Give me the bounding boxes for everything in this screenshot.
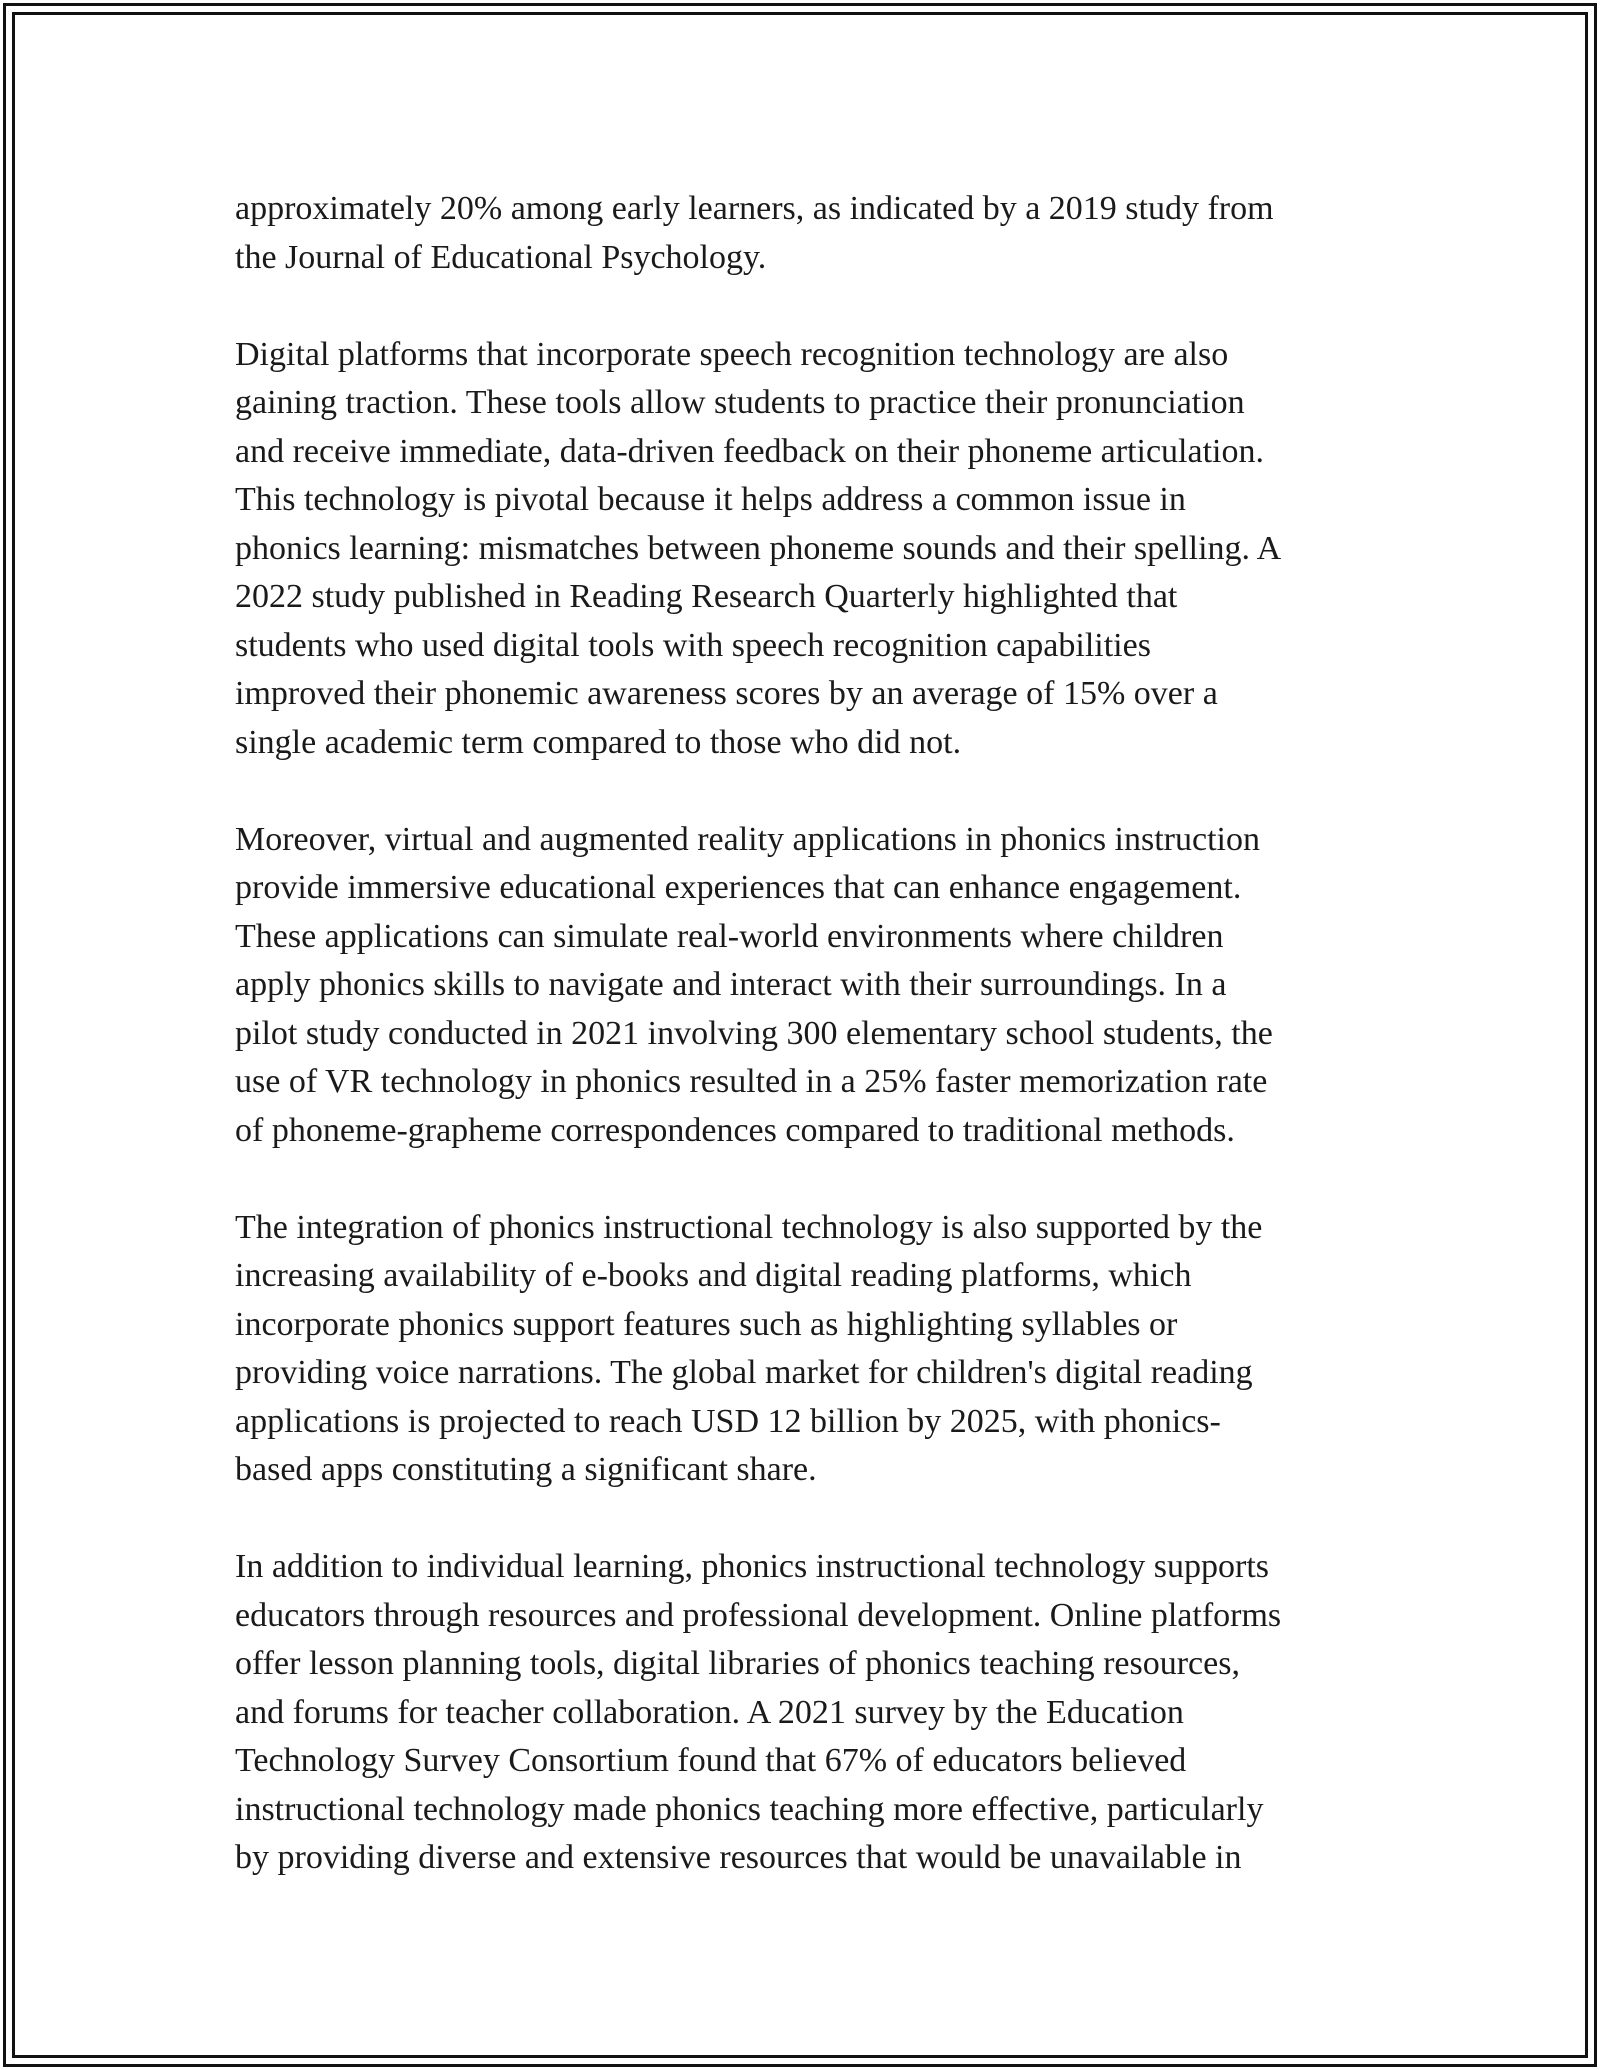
document-body: [235, 185, 1375, 1931]
paragraph-1: approximately 20% among early learners, as indicated by a 2019 study from the Journal of Educational Psychology.: [235, 190, 1274, 276]
paragraph-2: Digital platforms that incorporate speech recognition technology are also gaining traction. These tools allow students to practice their pronunciation and receive immediate, data-driven feedback on their phoneme articulation. This technology is pivotal because it helps address a common issue in phonics learning: mismatches between phoneme sounds and their spelling. A 2022 study published in Reading Research Quarterly highlighted that students who used digital tools with speech recognition capabilities improved their phonemic awareness scores by an average of 15% over a single academic term compared to those who did not.: [235, 335, 1282, 761]
paragraph-4: The integration of phonics instructional technology is also supported by the increasing availability of e-books and digital reading platforms, which incorporate phonics support features such as highlighting syllables or providing voice narrations. The global market for children's digital reading applications is projected to reach USD 12 billion by 2025, with phonics- based apps constituting a significant share.: [235, 1208, 1263, 1488]
paragraph-5: In addition to individual learning, phonics instructional technology supports educators through resources and professional development. Online platforms offer lesson planning tools, digital libraries of phonics teaching resources, and forums for teacher collaboration. A 2021 survey by the Education Technology Survey Consortium found that 67% of educators believed instructional technology made phonics teaching more effective, particularly by providing diverse and extensive resources that would be unavailable in: [235, 1548, 1282, 1876]
paragraph-3: Moreover, virtual and augmented reality applications in phonics instruction provide immersive educational experiences that can enhance engagement. These applications can simulate real-world environments where children apply phonics skills to navigate and interact with their surroundings. In a pilot study conducted in 2021 involving 300 elementary school students, the use of VR technology in phonics resulted in a 25% faster memorization rate of phoneme-grapheme correspondences compared to traditional methods.: [235, 820, 1273, 1149]
